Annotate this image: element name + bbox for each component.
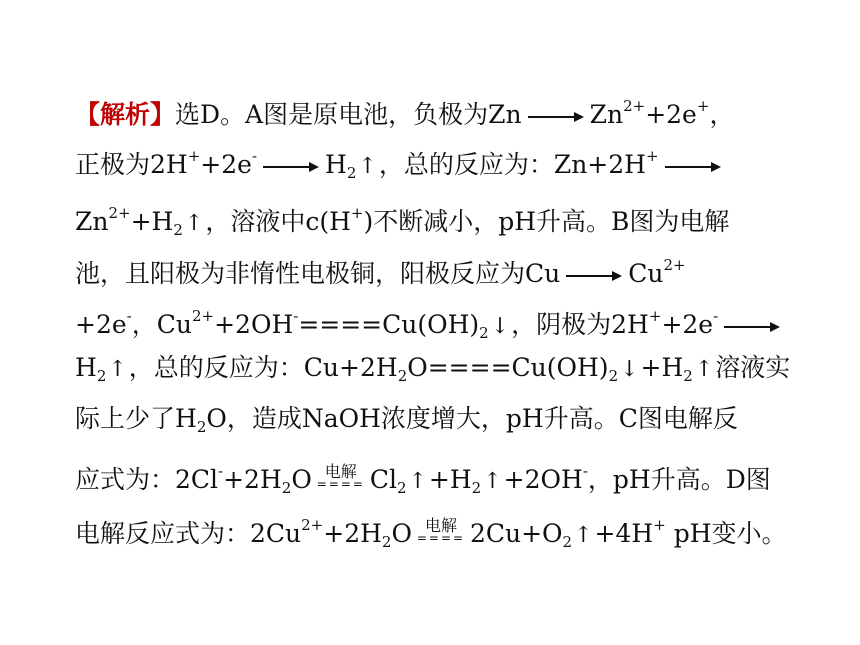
equals-sign: ==== <box>316 477 365 491</box>
text-line <box>75 86 735 129</box>
gas-up-arrow-icon: ↑ <box>694 357 714 382</box>
subscript: 2 <box>346 164 357 182</box>
subscript: 2 <box>173 221 183 239</box>
reaction-arrow <box>724 321 780 333</box>
text-line <box>75 296 786 342</box>
text-run: 应式为：2Cl <box>75 465 219 494</box>
text-run: ，Cu <box>131 310 192 339</box>
superscript: + <box>645 147 659 165</box>
text-run: +2e <box>645 100 697 129</box>
subscript: 2 <box>683 367 693 385</box>
text-run: ，总的反应为：Cu+2H <box>128 353 398 382</box>
superscript: + <box>696 97 710 115</box>
subscript: 2 <box>471 479 482 497</box>
superscript: 2+ <box>191 307 215 325</box>
superscript: + <box>648 307 662 325</box>
text-run: +2e <box>75 310 127 339</box>
reaction-arrow <box>528 111 584 123</box>
subscript: 2 <box>96 367 107 385</box>
subscript: 2 <box>281 479 292 497</box>
text-run: 选D。A图是原电池，负极为Zn <box>175 100 522 129</box>
text-run: )不断减小，pH升高。B图为电解 <box>363 207 730 236</box>
superscript: 2+ <box>623 97 646 115</box>
gas-up-arrow-icon: ↑ <box>358 154 377 179</box>
electrolysis-equals <box>316 462 366 491</box>
text-run: Zn <box>75 207 109 236</box>
precipitate-down-arrow-icon: ↓ <box>620 357 639 382</box>
text-run: +2e <box>661 310 714 339</box>
superscript: - <box>218 462 224 480</box>
gas-up-arrow-icon: ↑ <box>108 357 127 382</box>
analysis-tag: 【解析】 <box>75 100 176 129</box>
subscript: 2 <box>562 533 573 551</box>
text-line <box>75 136 727 182</box>
text-line <box>75 348 790 388</box>
superscript: - <box>293 307 299 325</box>
text-run: +2OH <box>503 465 583 494</box>
equals-sign: ==== <box>416 531 466 545</box>
text-run: Cl <box>369 465 397 494</box>
subscript: 2 <box>397 367 408 385</box>
text-line <box>75 399 738 439</box>
text-run: Zn <box>589 100 624 129</box>
text-run: +2e <box>200 150 252 179</box>
text-run: 电解反应式为：2Cu <box>75 519 302 548</box>
superscript: 2+ <box>663 256 686 274</box>
text-run: ，pH升高。D图 <box>587 465 771 494</box>
text-run: +H <box>130 207 174 236</box>
text-run: O====Cu(OH) <box>407 353 609 382</box>
reaction-arrow <box>665 161 721 173</box>
text-run: H <box>75 353 97 382</box>
electrolysis-equals <box>416 516 466 545</box>
text-run: ，阴极为2H <box>511 310 649 339</box>
superscript: 2+ <box>108 204 131 222</box>
reaction-condition: 电解 <box>424 516 457 535</box>
text-run: pH变小。 <box>665 519 787 548</box>
text-run: O <box>291 465 312 494</box>
superscript: + <box>350 204 364 222</box>
text-run: +H <box>640 353 684 382</box>
text-run: O <box>391 519 412 548</box>
text-run: ，溶液中c(H <box>205 207 351 236</box>
text-run: 溶液实 <box>715 353 791 382</box>
text-run: +4H <box>594 519 654 548</box>
gas-up-arrow-icon: ↑ <box>184 211 204 236</box>
text-run: 际上少了H <box>75 404 197 433</box>
superscript: - <box>713 307 719 325</box>
subscript: 2 <box>608 367 619 385</box>
reaction-arrow <box>263 161 319 173</box>
text-run: +2OH <box>214 310 294 339</box>
subscript: 2 <box>479 324 489 342</box>
subscript: 2 <box>196 418 207 436</box>
text-run: ，总的反应为：Zn+2H <box>378 150 646 179</box>
text-run: +H <box>428 465 472 494</box>
text-run: O，造成NaOH浓度增大，pH升高。C图电解反 <box>206 404 738 433</box>
superscript: + <box>187 147 201 165</box>
text-run: ====Cu(OH) <box>298 310 480 339</box>
text-run: Cu <box>628 259 664 288</box>
text-run: H <box>325 150 347 179</box>
text-run: 2Cu+O <box>469 519 563 548</box>
gas-up-arrow-icon: ↑ <box>408 469 427 494</box>
text-run: +2H <box>223 465 282 494</box>
gas-up-arrow-icon: ↑ <box>483 469 502 494</box>
subscript: 2 <box>396 479 407 497</box>
reaction-condition: 电解 <box>324 462 357 481</box>
superscript: + <box>653 516 666 534</box>
superscript: 2+ <box>301 516 324 534</box>
superscript: - <box>582 462 588 480</box>
superscript: - <box>126 307 132 325</box>
superscript: - <box>251 147 258 165</box>
text-line <box>75 451 771 497</box>
precipitate-down-arrow-icon: ↓ <box>490 314 510 339</box>
text-line <box>75 245 686 288</box>
text-line <box>75 193 730 239</box>
reaction-arrow <box>566 270 622 282</box>
gas-up-arrow-icon: ↑ <box>574 523 593 548</box>
text-line <box>75 505 787 551</box>
text-run: +2H <box>323 519 382 548</box>
text-run: ， <box>709 100 735 129</box>
subscript: 2 <box>381 533 392 551</box>
text-run: 池，且阳极为非惰性电极铜，阳极反应为Cu <box>75 259 561 288</box>
text-run: 正极为2H <box>75 150 188 179</box>
